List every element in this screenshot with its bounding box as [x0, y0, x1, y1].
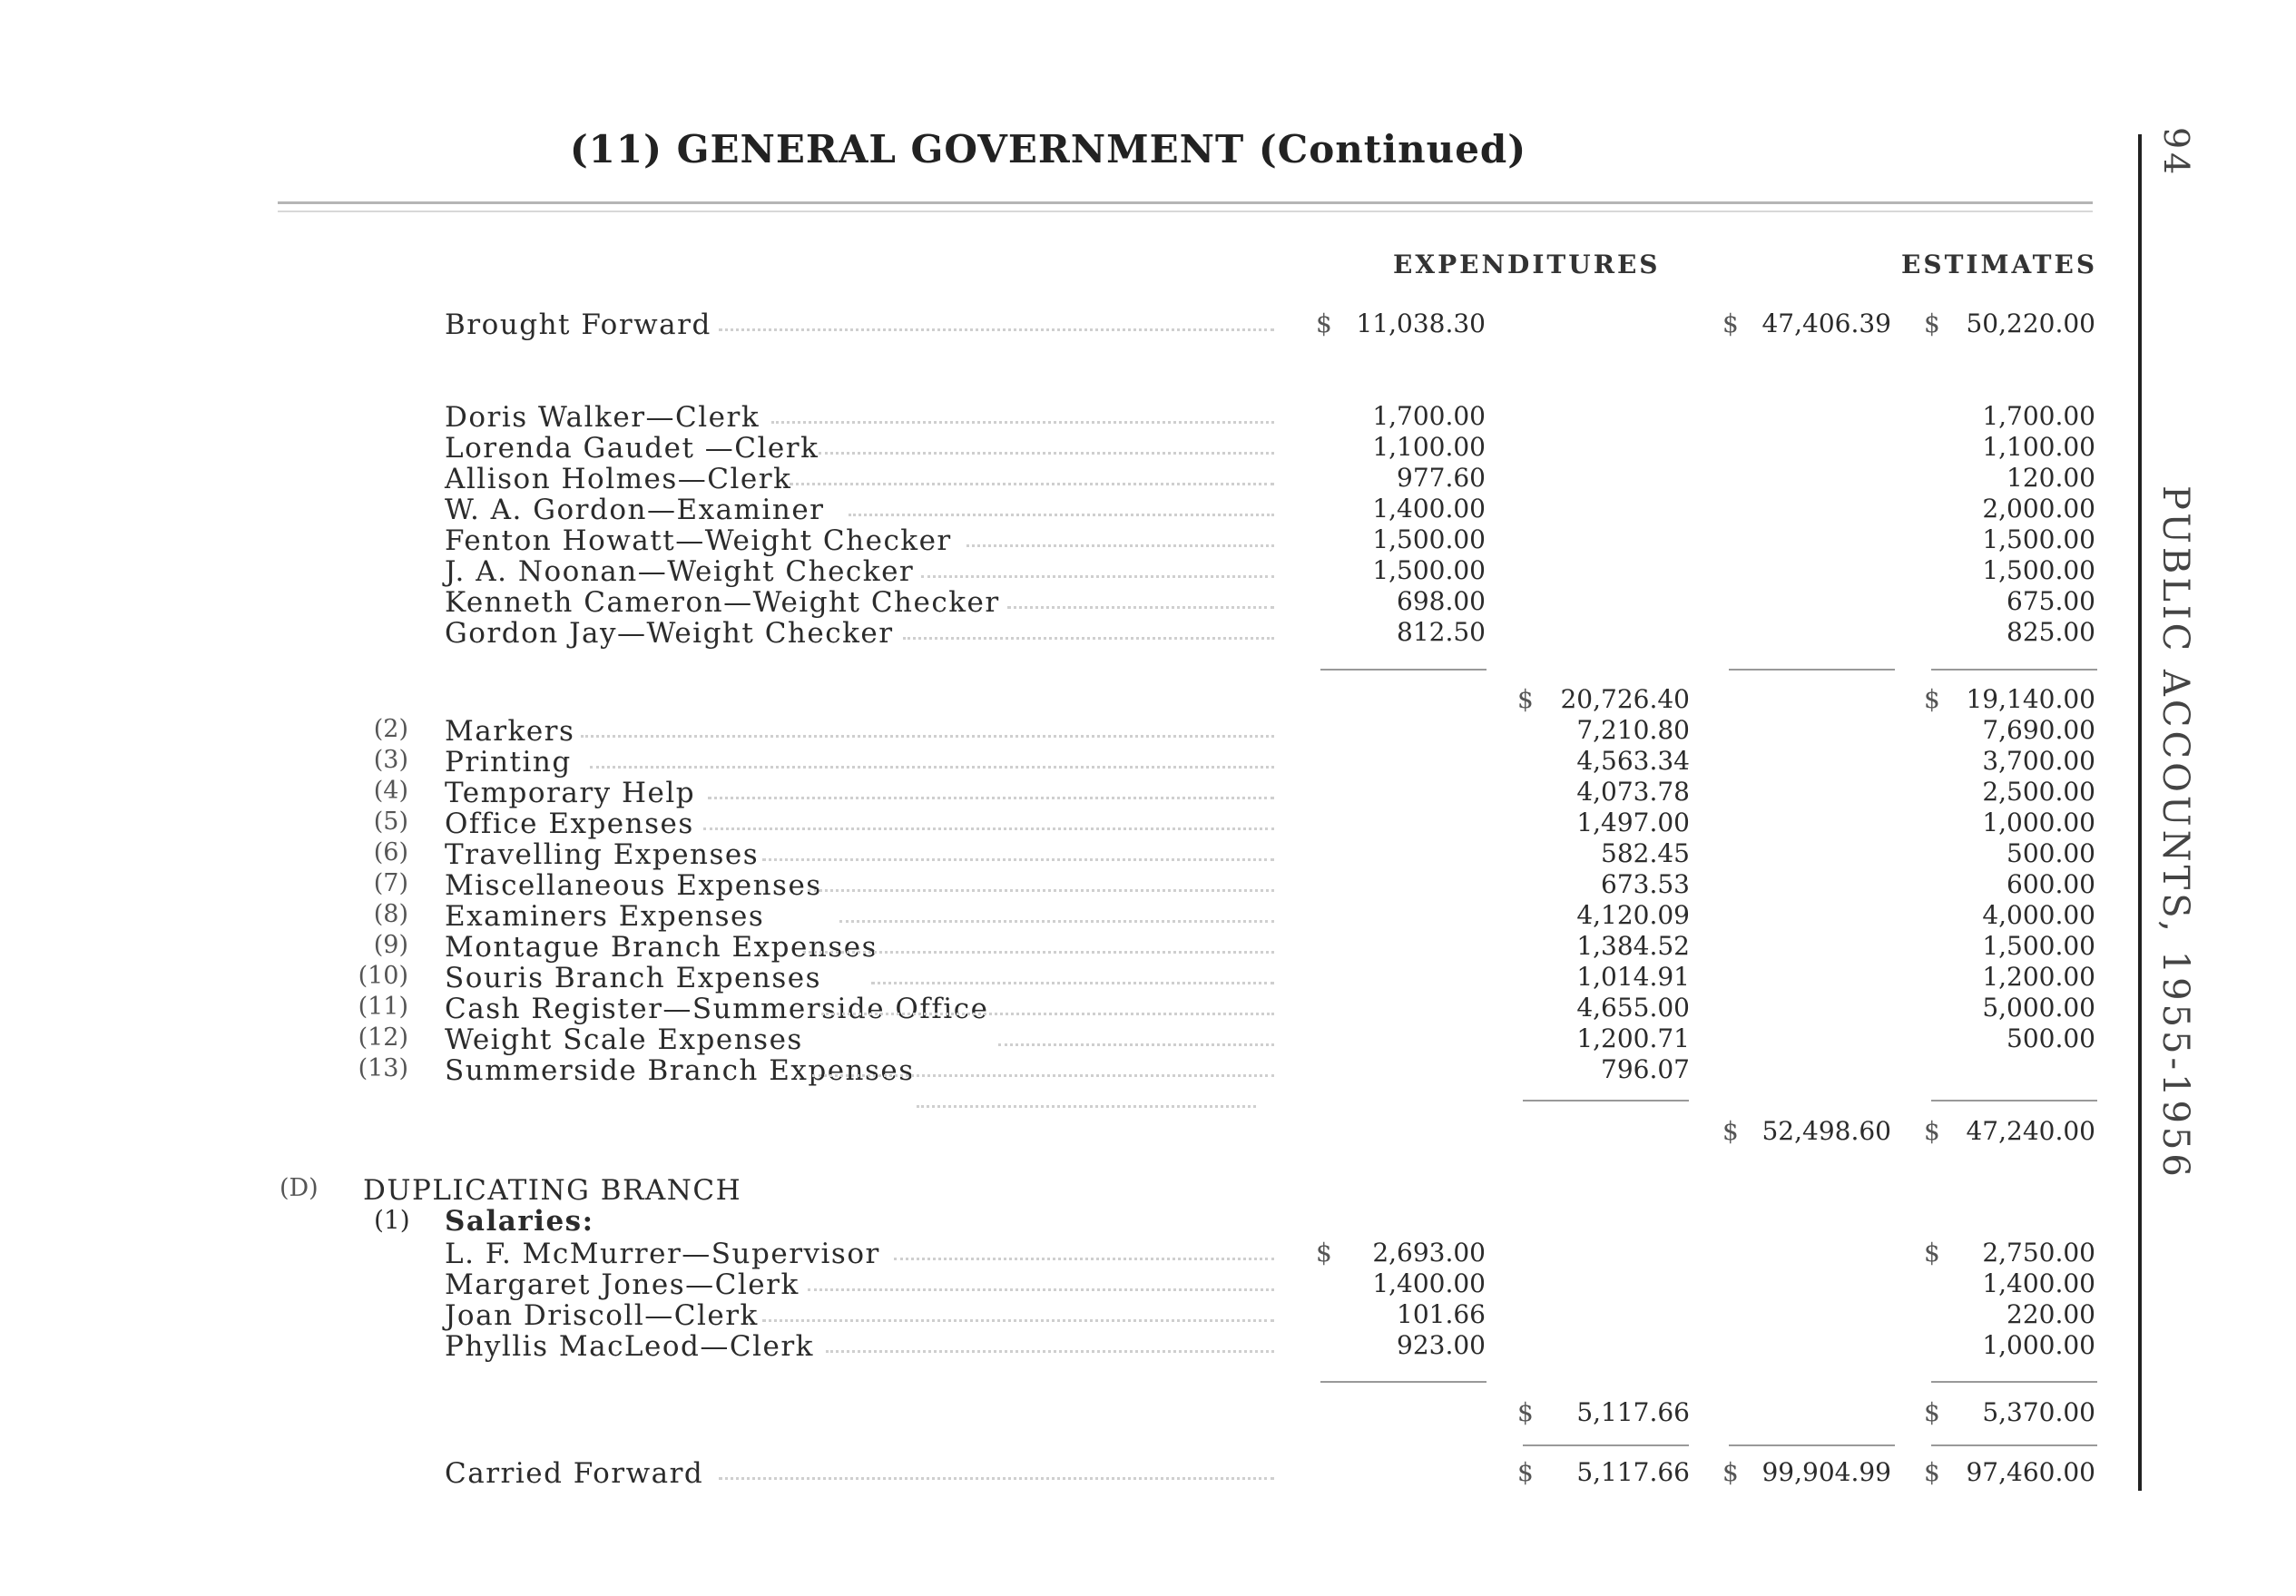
estimate-value: 2,750.00	[1982, 1238, 2095, 1268]
total-rule	[1729, 1444, 1895, 1446]
expenditure-value: 1,014.91	[1576, 962, 1690, 992]
leader-dots	[966, 544, 1274, 547]
expenditure-value: 1,700.00	[1372, 401, 1486, 431]
subtotal-rule	[1320, 669, 1487, 671]
estimate-value: 3,700.00	[1982, 746, 2095, 776]
estimate-value: 1,500.00	[1982, 931, 2095, 961]
currency-sign: $	[1316, 308, 1332, 338]
staff-row	[0, 401, 2296, 432]
expenditure-value: 1,400.00	[1372, 1268, 1486, 1298]
item-label: Examiners Expenses	[445, 900, 765, 933]
currency-sign: $	[1316, 1238, 1332, 1268]
item-index: (8)	[373, 900, 408, 928]
duplicating-total-row	[0, 1397, 2296, 1428]
staff-row	[0, 617, 2296, 648]
expense-row	[0, 931, 2296, 962]
expenditure-value: 582.45	[1601, 838, 1690, 868]
expenditure-value: 1,200.71	[1576, 1023, 1690, 1053]
leader-dots	[581, 735, 1274, 738]
item-index: (12)	[358, 1023, 408, 1052]
expenditure-value: 4,073.78	[1576, 777, 1690, 807]
estimate-value: 2,500.00	[1982, 777, 2095, 807]
estimate-total: 97,460.00	[1966, 1457, 2095, 1487]
estimate-value: 1,200.00	[1982, 962, 2095, 992]
expense-row	[0, 838, 2296, 869]
section-index: (D)	[280, 1174, 319, 1202]
expenditure-value: 1,384.52	[1576, 931, 1690, 961]
total-rule	[1523, 1444, 1689, 1446]
staff-row	[0, 1330, 2296, 1361]
expense-row	[0, 900, 2296, 931]
subtotal-rule	[1931, 1381, 2097, 1383]
total-rule	[1931, 1444, 2097, 1446]
expenditure-subtotal: 20,726.40	[1560, 684, 1690, 714]
expenditure-value: 1,500.00	[1372, 555, 1486, 585]
expenditure-value: 673.53	[1601, 869, 1690, 899]
expenditure-value: 4,120.09	[1576, 900, 1690, 930]
staff-label: Allison Holmes—Clerk	[445, 463, 792, 495]
expenditure-value: 7,210.80	[1576, 715, 1690, 745]
section-title: DUPLICATING BRANCH	[363, 1174, 742, 1207]
staff-row	[0, 524, 2296, 555]
item-label: Montague Branch Expenses	[445, 931, 878, 964]
expenditure-value: 2,693.00	[1372, 1238, 1486, 1268]
expenditure-subtotal: 5,117.66	[1576, 1397, 1690, 1427]
estimate-value: 825.00	[2007, 617, 2095, 647]
item-label: Printing	[445, 746, 572, 778]
side-title: PUBLIC ACCOUNTS, 1955-1956	[2154, 485, 2196, 1180]
leader-dots	[808, 889, 1274, 892]
estimate-value: 1,400.00	[1982, 1268, 2095, 1298]
brought-forward-row	[0, 308, 2296, 339]
leader-dots	[771, 421, 1274, 424]
leader-dots	[803, 951, 1274, 954]
item-index: (2)	[373, 715, 408, 743]
item-index: (6)	[373, 838, 408, 867]
currency-sign: $	[1924, 1397, 1940, 1427]
leader-dots	[1007, 606, 1274, 609]
estimate-subtotal: 5,370.00	[1982, 1397, 2095, 1427]
leader-dots	[719, 328, 1274, 331]
item-label: Souris Branch Expenses	[445, 962, 822, 994]
item-label: Office Expenses	[445, 808, 694, 840]
expenditure-value: 1,100.00	[1372, 432, 1486, 462]
header-rule	[278, 201, 2093, 204]
expenditure-subtotal: 5,117.66	[1576, 1457, 1690, 1487]
leader-dots	[826, 1350, 1274, 1353]
staff-row	[0, 586, 2296, 617]
item-label: Temporary Help	[445, 777, 696, 809]
duplicating-branch-heading	[0, 1174, 2296, 1205]
staff-label: Gordon Jay—Weight Checker	[445, 617, 894, 650]
estimate-value: 220.00	[2007, 1299, 2095, 1329]
estimate-value: 4,000.00	[1982, 900, 2095, 930]
page-number: 94	[2156, 127, 2196, 179]
leader-dots	[719, 1477, 1274, 1480]
item-label: Weight Scale Expenses	[445, 1023, 803, 1056]
leader-dots	[708, 797, 1274, 799]
leader-dots	[903, 637, 1274, 640]
staff-row	[0, 555, 2296, 586]
staff-row	[0, 1268, 2296, 1299]
estimate-value: 500.00	[2007, 1023, 2095, 1053]
currency-sign: $	[1722, 1457, 1739, 1487]
branch-total-row	[0, 1116, 2296, 1147]
expense-row	[0, 746, 2296, 777]
expenditure-value: 812.50	[1397, 617, 1486, 647]
estimate-value: 675.00	[2007, 586, 2095, 616]
staff-label: Joan Driscoll—Clerk	[445, 1299, 759, 1332]
subtotal-rule	[1931, 669, 2097, 671]
carried-forward-row	[0, 1457, 2296, 1488]
expenditure-value: 4,655.00	[1576, 993, 1690, 1023]
leader-dots	[821, 1013, 1274, 1015]
item-index: (13)	[358, 1054, 408, 1082]
expense-row	[0, 993, 2296, 1023]
leader-dots	[917, 1105, 1256, 1108]
staff-row	[0, 1238, 2296, 1268]
subtotal-rule	[1931, 1100, 2097, 1102]
page-title: (11) GENERAL GOVERNMENT (Continued)	[569, 127, 1527, 171]
staff-label: Doris Walker—Clerk	[445, 401, 760, 434]
estimate-value: 500.00	[2007, 838, 2095, 868]
leader-dots	[762, 1319, 1274, 1322]
leader-dots	[921, 575, 1274, 578]
currency-sign: $	[1517, 1457, 1534, 1487]
staff-label: Kenneth Cameron—Weight Checker	[445, 586, 1000, 619]
estimate-value: 5,000.00	[1982, 993, 2095, 1023]
expenditure-total: 47,406.39	[1761, 308, 1891, 338]
estimate-value: 1,100.00	[1982, 432, 2095, 462]
estimate-value: 1,500.00	[1982, 555, 2095, 585]
brought-forward-label: Brought Forward	[445, 308, 711, 341]
salaries-total-row	[0, 684, 2296, 715]
subtotal-rule	[1729, 669, 1895, 671]
currency-sign: $	[1924, 1238, 1940, 1268]
expenditure-value: 101.66	[1397, 1299, 1486, 1329]
leader-dots	[590, 766, 1274, 769]
staff-label: W. A. Gordon—Examiner	[445, 494, 825, 526]
leader-dots	[998, 1043, 1274, 1046]
leader-dots	[808, 1288, 1274, 1291]
currency-sign: $	[1924, 684, 1940, 714]
expense-row	[0, 869, 2296, 900]
staff-row	[0, 463, 2296, 494]
leader-dots	[812, 1074, 1274, 1077]
currency-sign: $	[1924, 308, 1940, 338]
expenditure-total: 99,904.99	[1761, 1457, 1891, 1487]
staff-label: Lorenda Gaudet —Clerk	[445, 432, 819, 465]
currency-sign: $	[1722, 1116, 1739, 1146]
item-label: Travelling Expenses	[445, 838, 760, 871]
currency-sign: $	[1517, 1397, 1534, 1427]
expenditure-value: 698.00	[1397, 586, 1486, 616]
staff-label: Fenton Howatt—Weight Checker	[445, 524, 952, 557]
item-index: (7)	[373, 869, 408, 897]
expense-row	[0, 777, 2296, 808]
item-index: (3)	[373, 746, 408, 774]
expenditure-value: 1,497.00	[1576, 808, 1690, 837]
expenditures-heading: EXPENDITURES	[1393, 250, 1661, 279]
estimate-value: 2,000.00	[1982, 494, 2095, 524]
item-label: Markers	[445, 715, 575, 748]
expenditure-value: 977.60	[1397, 463, 1486, 493]
expenditure-value: 11,038.30	[1356, 308, 1486, 338]
item-index: (10)	[358, 962, 408, 990]
item-index: (4)	[373, 777, 408, 805]
salaries-heading	[0, 1205, 2296, 1236]
header-rule-thin	[278, 211, 2093, 212]
item-index: (9)	[373, 931, 408, 959]
expenditure-value: 796.07	[1601, 1054, 1690, 1084]
estimate-value: 7,690.00	[1982, 715, 2095, 745]
estimate-value: 1,500.00	[1982, 524, 2095, 554]
item-index: (11)	[358, 993, 408, 1021]
expenditure-total: 52,498.60	[1761, 1116, 1891, 1146]
expense-row	[0, 1023, 2296, 1054]
item-index: (5)	[373, 808, 408, 836]
estimates-heading: ESTIMATES	[1901, 250, 2098, 279]
expenditure-value: 4,563.34	[1576, 746, 1690, 776]
staff-row	[0, 432, 2296, 463]
expenditure-value: 923.00	[1397, 1330, 1486, 1360]
leader-dots	[871, 982, 1274, 984]
leader-dots	[703, 827, 1274, 830]
expenditure-value: 1,400.00	[1372, 494, 1486, 524]
subsection-title: Salaries:	[445, 1205, 594, 1238]
leader-dots	[849, 514, 1274, 516]
staff-label: J. A. Noonan—Weight Checker	[445, 555, 915, 588]
staff-label: Phyllis MacLeod—Clerk	[445, 1330, 814, 1363]
currency-sign: $	[1517, 684, 1534, 714]
currency-sign: $	[1722, 308, 1739, 338]
expense-row	[0, 962, 2296, 993]
staff-row	[0, 1299, 2296, 1330]
subtotal-rule	[1320, 1381, 1487, 1383]
estimate-value: 1,000.00	[1982, 808, 2095, 837]
subsection-index: (1)	[374, 1205, 410, 1235]
estimate-subtotal: 19,140.00	[1966, 684, 2095, 714]
estimate-value: 1,700.00	[1982, 401, 2095, 431]
leader-dots	[790, 483, 1274, 485]
currency-sign: $	[1924, 1457, 1940, 1487]
currency-sign: $	[1924, 1116, 1940, 1146]
staff-label: Margaret Jones—Clerk	[445, 1268, 800, 1301]
expense-row	[0, 808, 2296, 838]
estimate-value: 120.00	[2007, 463, 2095, 493]
item-label: Summerside Branch Expenses	[445, 1054, 915, 1087]
staff-row	[0, 494, 2296, 524]
carried-forward-label: Carried Forward	[445, 1457, 704, 1490]
expense-row	[0, 1054, 2296, 1085]
item-label: Cash Register—Summerside Office	[445, 993, 989, 1025]
expenditure-value: 1,500.00	[1372, 524, 1486, 554]
estimate-total: 50,220.00	[1966, 308, 2095, 338]
leader-dots	[894, 1258, 1274, 1260]
estimate-value: 600.00	[2007, 869, 2095, 899]
staff-label: L. F. McMurrer—Supervisor	[445, 1238, 880, 1270]
expense-row	[0, 715, 2296, 746]
estimate-total: 47,240.00	[1966, 1116, 2095, 1146]
leader-dots	[819, 452, 1274, 455]
leader-dots	[839, 920, 1274, 923]
leader-dots	[762, 858, 1274, 861]
item-label: Miscellaneous Expenses	[445, 869, 822, 902]
estimate-value: 1,000.00	[1982, 1330, 2095, 1360]
subtotal-rule	[1523, 1100, 1689, 1102]
